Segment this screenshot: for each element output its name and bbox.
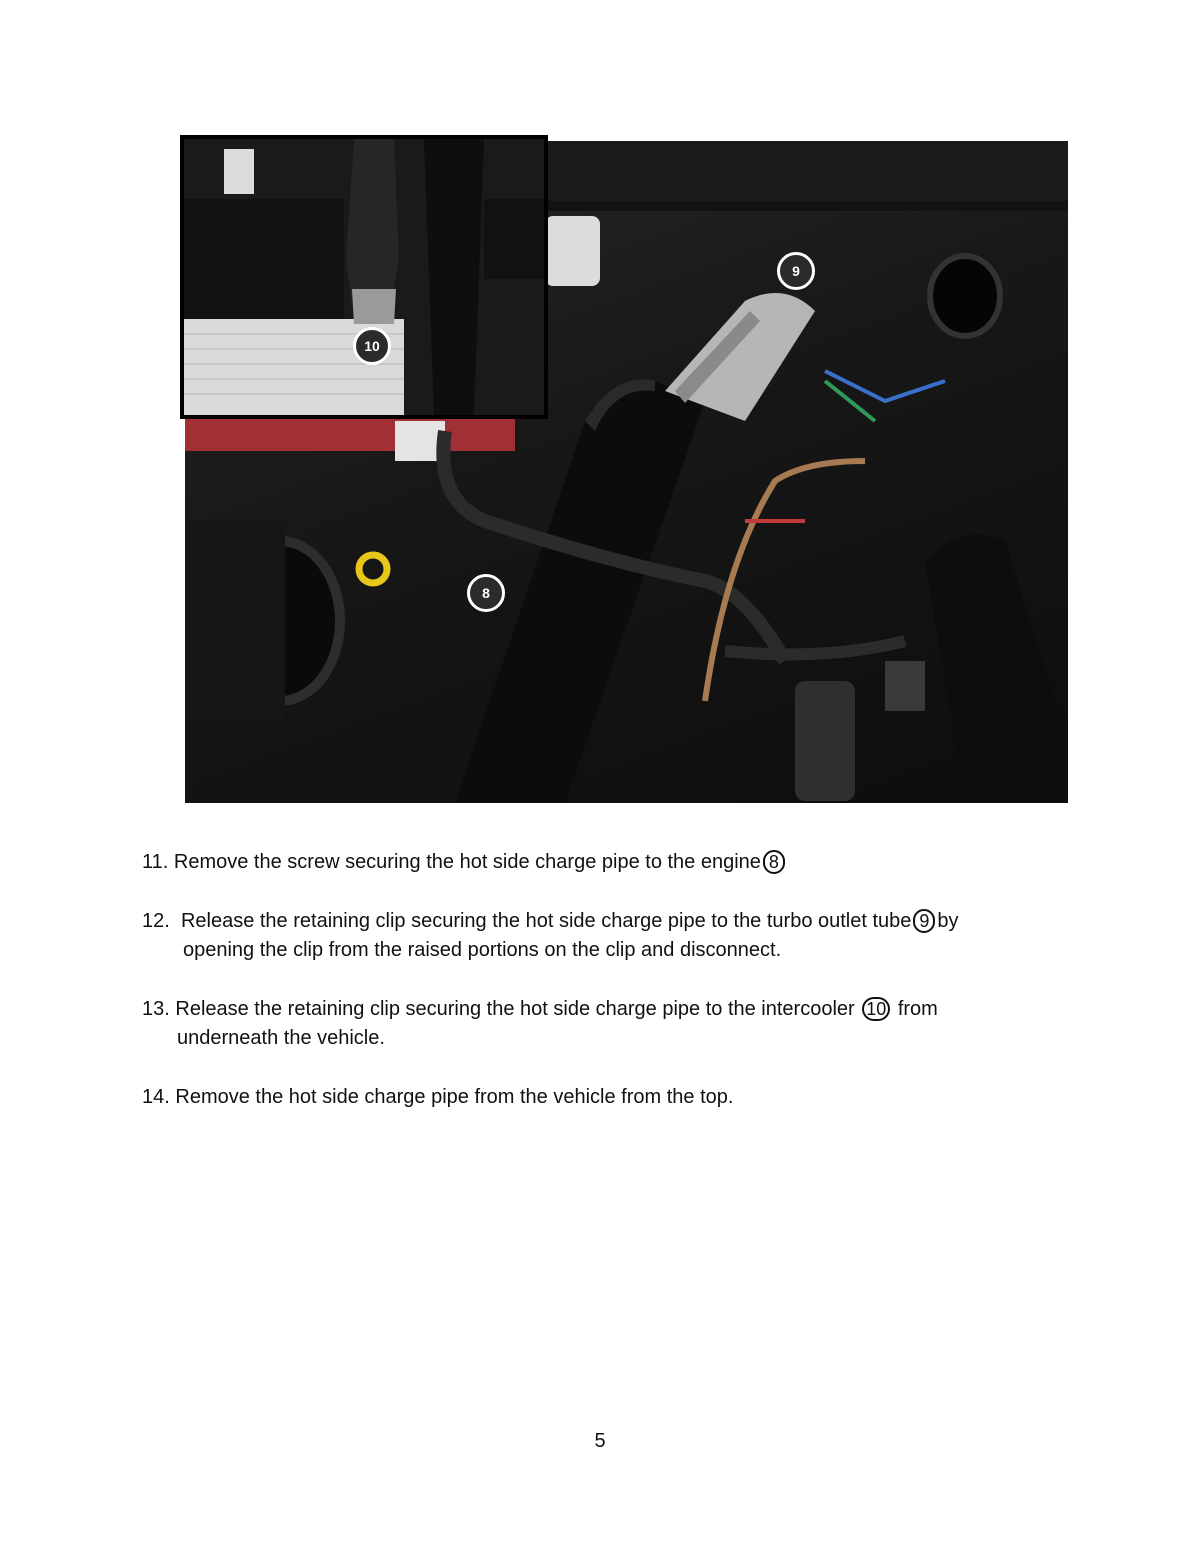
intercooler-inset-illustration bbox=[184, 139, 544, 415]
step-text-tail: by bbox=[937, 910, 959, 932]
step-13 bbox=[142, 995, 1062, 1053]
callout-8: 8 bbox=[467, 574, 505, 612]
step-number: 13. bbox=[142, 998, 170, 1020]
ref-circle-10: 10 bbox=[862, 997, 890, 1021]
step-number: 11. bbox=[142, 851, 169, 873]
step-11 bbox=[142, 848, 1062, 877]
step-text: Release the retaining clip securing the hot side charge pipe to the intercooler bbox=[175, 998, 855, 1020]
intercooler-inset-photo bbox=[180, 135, 548, 419]
page-number: 5 bbox=[594, 1430, 606, 1452]
callout-9: 9 bbox=[777, 252, 815, 290]
step-12 bbox=[142, 907, 1062, 965]
callout-10: 10 bbox=[353, 327, 391, 365]
step-text: Release the retaining clip securing the hot side charge pipe to the turbo outlet tube bbox=[180, 910, 912, 932]
step-number: 12. bbox=[142, 910, 170, 932]
ref-circle-8: 8 bbox=[763, 850, 785, 874]
ref-circle-9: 9 bbox=[913, 909, 935, 933]
step-text-continued: opening the clip from the raised portions on the clip and disconnect. bbox=[183, 939, 782, 961]
step-text: Remove the screw securing the hot side charge pipe to the engine bbox=[173, 851, 761, 873]
step-text-tail: from bbox=[897, 998, 938, 1020]
step-14 bbox=[142, 1083, 1062, 1112]
step-text: Remove the hot side charge pipe from the vehicle from the top. bbox=[175, 1086, 734, 1108]
step-text-continued: underneath the vehicle. bbox=[177, 1027, 385, 1049]
step-number: 14. bbox=[142, 1086, 170, 1108]
instruction-steps bbox=[142, 848, 1062, 1142]
